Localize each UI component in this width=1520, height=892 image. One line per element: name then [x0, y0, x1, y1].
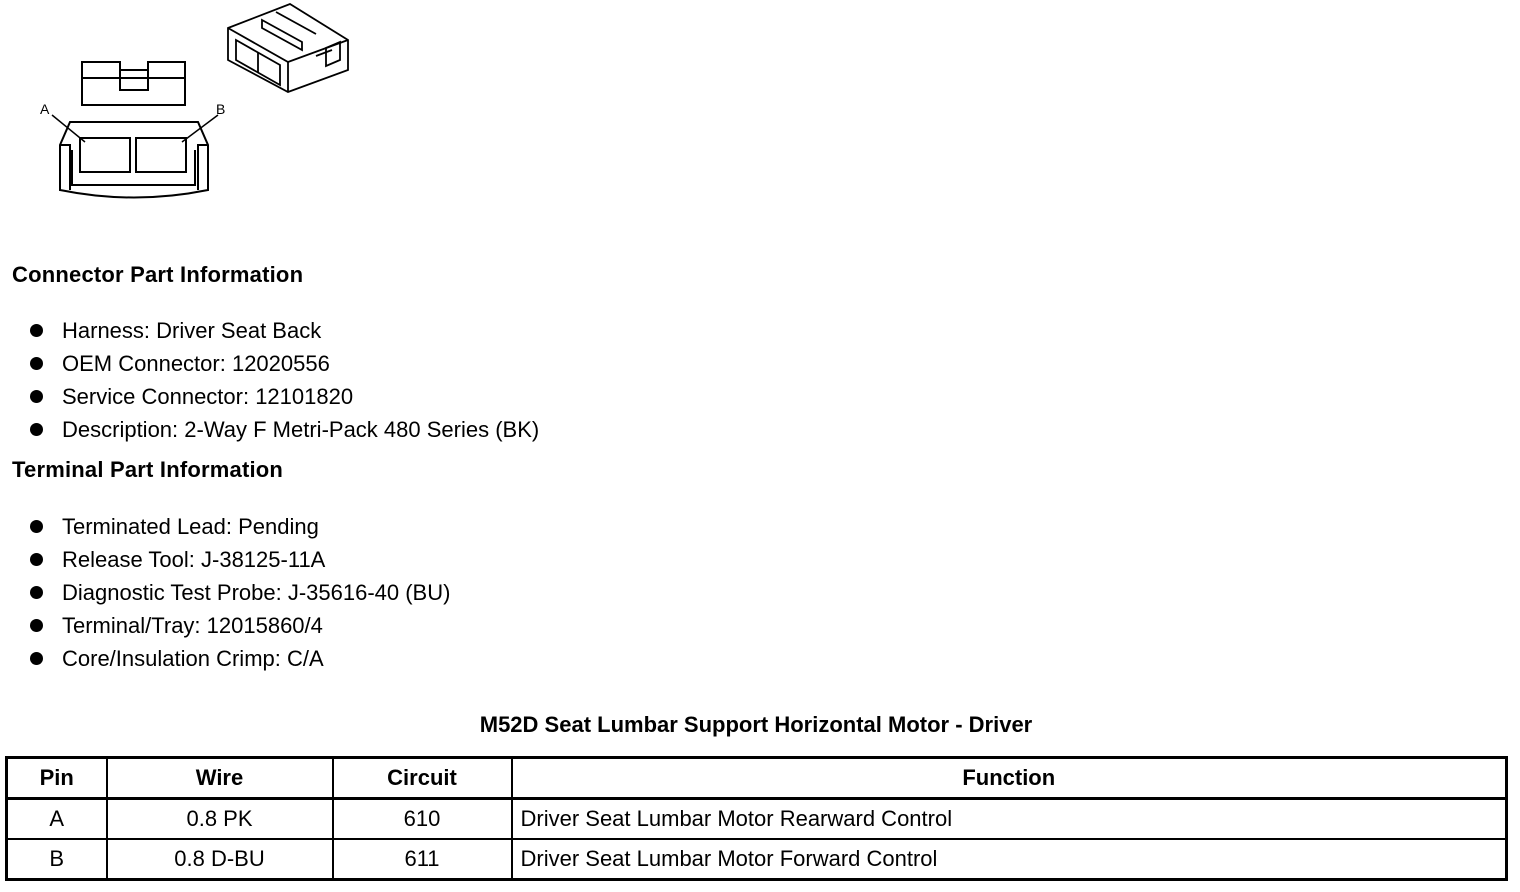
- list-item-text: Terminal/Tray: 12015860/4: [62, 613, 323, 638]
- connector-iso-view: [228, 4, 348, 92]
- list-item-text: Harness: Driver Seat Back: [62, 318, 322, 343]
- list-item-text: Service Connector: 12101820: [62, 384, 354, 409]
- cell-pin: B: [7, 839, 107, 880]
- table-header-row: [7, 758, 1507, 799]
- list-item: [30, 380, 539, 413]
- header-function: Function: [512, 758, 1507, 799]
- list-item-text: Terminated Lead: Pending: [62, 514, 319, 539]
- cell-circuit: 610: [333, 799, 512, 840]
- connector-front-view: [52, 62, 218, 198]
- list-item: [30, 543, 450, 576]
- bullet-icon: [30, 324, 43, 337]
- connector-info-title: Connector Part Information: [12, 262, 304, 287]
- table-row: [7, 839, 1507, 880]
- bullet-icon: [30, 652, 43, 665]
- bullet-icon: [30, 586, 43, 599]
- cavity-a: [80, 138, 130, 172]
- table-row: [7, 799, 1507, 840]
- list-item-text: Diagnostic Test Probe: J-35616-40 (BU): [62, 580, 451, 605]
- pin-label-a: A: [40, 101, 50, 117]
- list-item: [30, 510, 450, 543]
- bullet-icon: [30, 390, 43, 403]
- cell-function: Driver Seat Lumbar Motor Forward Control: [512, 839, 1507, 880]
- header-circuit: Circuit: [333, 758, 512, 799]
- list-item: [30, 642, 450, 675]
- cell-pin: A: [7, 799, 107, 840]
- connector-diagram: [40, 0, 370, 215]
- terminal-info-title: Terminal Part Information: [12, 457, 284, 482]
- pin-table: [5, 756, 1508, 881]
- cavity-b: [136, 138, 186, 172]
- list-item: [30, 413, 539, 446]
- bullet-icon: [30, 520, 43, 533]
- list-item: [30, 576, 450, 609]
- header-wire: Wire: [107, 758, 333, 799]
- cell-circuit: 611: [333, 839, 512, 880]
- cell-wire: 0.8 PK: [107, 799, 333, 840]
- header-pin: Pin: [7, 758, 107, 799]
- bullet-icon: [30, 619, 43, 632]
- list-item-text: OEM Connector: 12020556: [62, 351, 330, 376]
- terminal-info-list: [30, 510, 450, 675]
- list-item: [30, 347, 539, 380]
- list-item: [30, 314, 539, 347]
- cell-function: Driver Seat Lumbar Motor Rearward Control: [512, 799, 1507, 840]
- pin-label-b: B: [216, 101, 226, 117]
- list-item-text: Core/Insulation Crimp: C/A: [62, 646, 324, 671]
- list-item: [30, 609, 450, 642]
- list-item-text: Release Tool: J-38125-11A: [62, 547, 326, 572]
- list-item-text: Description: 2-Way F Metri-Pack 480 Series (BK): [62, 417, 540, 442]
- pin-table-title: M52D Seat Lumbar Support Horizontal Motor - Driver: [479, 712, 1033, 737]
- connector-info-list: [30, 314, 539, 446]
- cell-wire: 0.8 D-BU: [107, 839, 333, 880]
- bullet-icon: [30, 423, 43, 436]
- bullet-icon: [30, 357, 43, 370]
- bullet-icon: [30, 553, 43, 566]
